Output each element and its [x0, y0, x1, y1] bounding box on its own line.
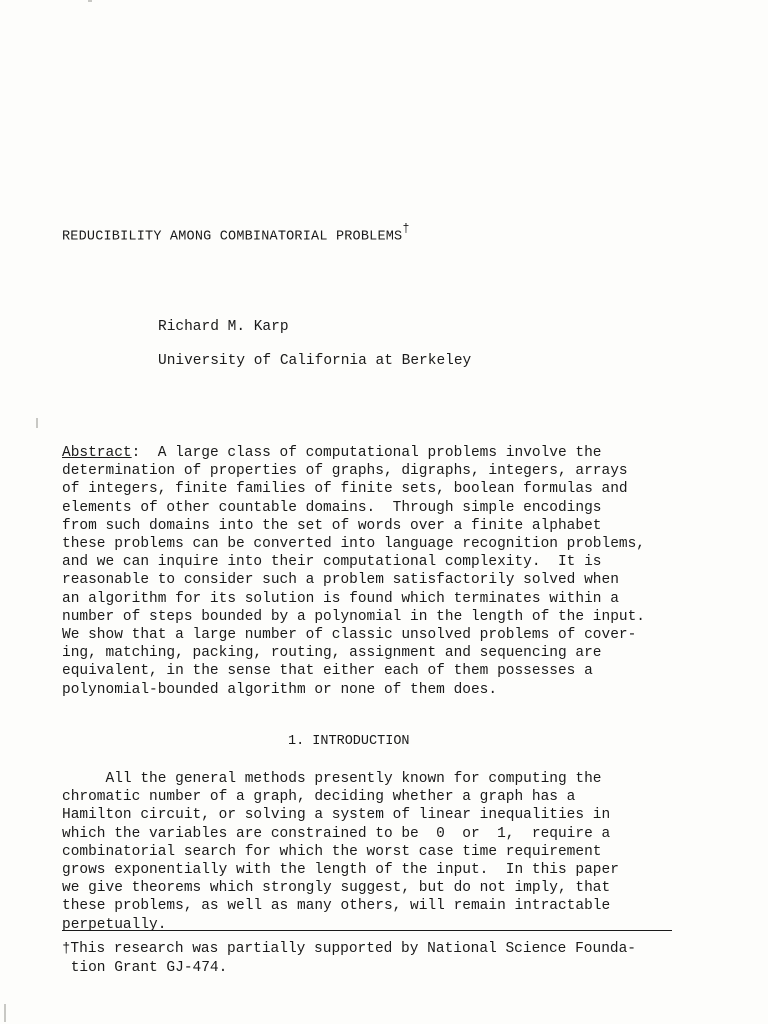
intro-line: perpetually.	[62, 916, 167, 933]
paper-title	[62, 224, 410, 245]
abstract-line: these problems can be converted into language recognition problems,	[62, 536, 645, 553]
footnote	[62, 940, 682, 978]
abstract-line: We show that a large number of classic unsolved problems of cover-	[62, 627, 637, 644]
intro-line: chromatic number of a graph, deciding whether a graph has a	[62, 789, 576, 806]
abstract-line: of integers, finite families of finite sets, boolean formulas and	[62, 481, 628, 498]
abstract-line: equivalent, in the sense that either each of them possesses a	[62, 663, 593, 680]
title-footnote-mark: †	[402, 222, 410, 236]
abstract-line: polynomial-bounded algorithm or none of them does.	[62, 681, 498, 698]
footnote-divider	[62, 930, 672, 931]
abstract-line: ing, matching, packing, routing, assignment and sequencing are	[62, 645, 602, 662]
scan-speck	[88, 0, 92, 2]
abstract-line: elements of other countable domains. Through simple encodings	[62, 499, 602, 516]
abstract-line: determination of properties of graphs, digraphs, integers, arrays	[62, 463, 628, 480]
intro-line: grows exponentially with the length of the input. In this paper	[62, 862, 619, 879]
scan-speck	[4, 1004, 6, 1022]
intro-line: Hamilton circuit, or solving a system of linear inequalities in	[62, 807, 611, 824]
intro-line: combinatorial search for which the worst case time requirement	[62, 843, 602, 860]
footnote-line: tion Grant GJ-474.	[62, 960, 228, 976]
footnote-line: This research was partially supported by National Science Founda-	[70, 941, 636, 957]
intro-line: which the variables are constrained to be 0 or 1, require a	[62, 825, 611, 842]
scan-speck	[36, 418, 38, 428]
abstract-line: reasonable to consider such a problem satisfactorily solved when	[62, 572, 619, 589]
abstract-line: and we can inquire into their computational complexity. It is	[62, 554, 602, 571]
intro-line: we give theorems which strongly suggest, but do not imply, that	[62, 880, 611, 897]
footnote-mark: †	[62, 941, 71, 957]
abstract-line: from such domains into the set of words over a finite alphabet	[62, 517, 602, 534]
author-affiliation: University of California at Berkeley	[158, 353, 472, 369]
abstract	[62, 444, 672, 699]
paper-title-text: REDUCIBILITY AMONG COMBINATORIAL PROBLEMS	[62, 229, 403, 245]
abstract-label: Abstract	[62, 445, 132, 461]
abstract-line: an algorithm for its solution is found which terminates within a	[62, 590, 619, 607]
intro-line: All the general methods presently known for computing the	[62, 771, 602, 787]
section-heading-introduction: 1. INTRODUCTION	[288, 734, 410, 749]
author-name: Richard M. Karp	[158, 319, 289, 335]
abstract-line: number of steps bounded by a polynomial in the length of the input.	[62, 608, 645, 625]
introduction-body	[62, 770, 682, 934]
intro-line: these problems, as well as many others, will remain intractable	[62, 898, 611, 915]
abstract-line: : A large class of computational problems involve the	[131, 445, 602, 461]
